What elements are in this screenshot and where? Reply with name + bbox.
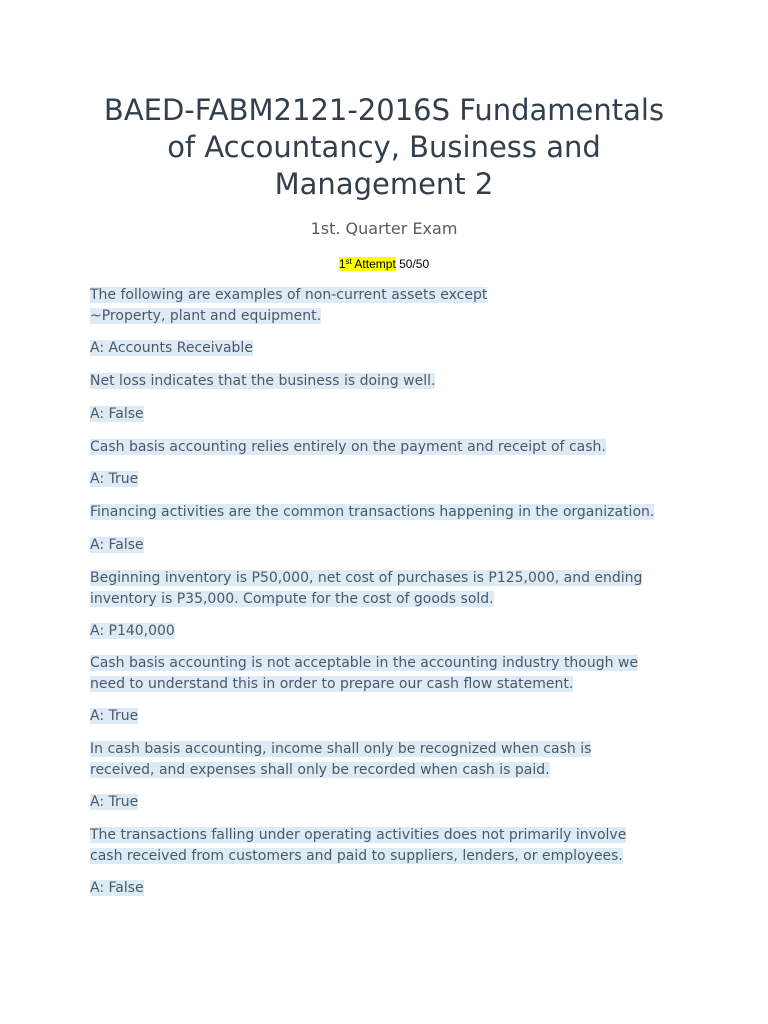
- exam-subtitle: 1st. Quarter Exam: [310, 219, 458, 238]
- question-line: inventory is P35,000. Compute for the cost of goods sold.: [90, 590, 494, 607]
- answer-2: [90, 404, 690, 425]
- question-line: received, and expenses shall only be recorded when cash is paid.: [90, 761, 550, 778]
- question-5: [90, 568, 690, 609]
- answer-line: A: True: [90, 794, 139, 810]
- question-8: [90, 825, 690, 866]
- question-line: The transactions falling under operating activities does not primarily involve: [90, 827, 627, 843]
- attempt-suffix: st: [345, 257, 352, 266]
- question-6: [90, 653, 690, 694]
- title-line: of Accountancy, Business and: [167, 130, 601, 164]
- answer-line: A: Accounts Receivable: [90, 340, 253, 356]
- answer-4: [90, 535, 690, 556]
- answer-line: A: P140,000: [90, 623, 175, 639]
- answer-7: [90, 792, 690, 813]
- answer-3: [90, 469, 690, 490]
- question-line: cash received from customers and paid to suppliers, lenders, or employees.: [90, 847, 623, 864]
- title-line: Management 2: [274, 167, 494, 201]
- question-line: The following are examples of non-current assets except: [90, 287, 488, 303]
- answer-line: A: False: [90, 537, 144, 553]
- title-line: BAED-FABM2121-2016S Fundamentals: [103, 93, 665, 127]
- question-3: [90, 437, 690, 458]
- answer-line: A: False: [90, 406, 144, 422]
- attempt-score: [0, 256, 768, 272]
- question-line: Beginning inventory is P50,000, net cost of purchases is P125,000, and ending: [90, 570, 643, 586]
- answer-line: A: True: [90, 471, 139, 487]
- answer-5: [90, 621, 690, 642]
- question-2: [90, 371, 690, 392]
- question-line: Financing activities are the common transactions happening in the organization.: [90, 504, 655, 520]
- document-title: [70, 92, 698, 203]
- answer-1: [90, 338, 690, 359]
- question-line: need to understand this in order to prepare our cash flow statement.: [90, 675, 574, 692]
- question-line: ~Property, plant and equipment.: [90, 307, 322, 324]
- answer-6: [90, 706, 690, 727]
- question-line: Net loss indicates that the business is doing well.: [90, 373, 436, 389]
- answer-line: A: True: [90, 708, 139, 724]
- question-7: [90, 739, 690, 780]
- question-line: Cash basis accounting is not acceptable in the accounting industry though we: [90, 655, 639, 671]
- question-line: In cash basis accounting, income shall only be recognized when cash is: [90, 741, 592, 757]
- question-4: [90, 502, 690, 523]
- attempt-label: Attempt: [354, 257, 396, 271]
- question-1: [90, 285, 690, 326]
- attempt-number: 1: [338, 257, 346, 271]
- attempt-highlight: [339, 257, 396, 271]
- answer-8: [90, 878, 690, 899]
- answer-line: A: False: [90, 880, 144, 896]
- attempt-score-value: 50/50: [399, 257, 430, 271]
- question-line: Cash basis accounting relies entirely on the payment and receipt of cash.: [90, 439, 606, 455]
